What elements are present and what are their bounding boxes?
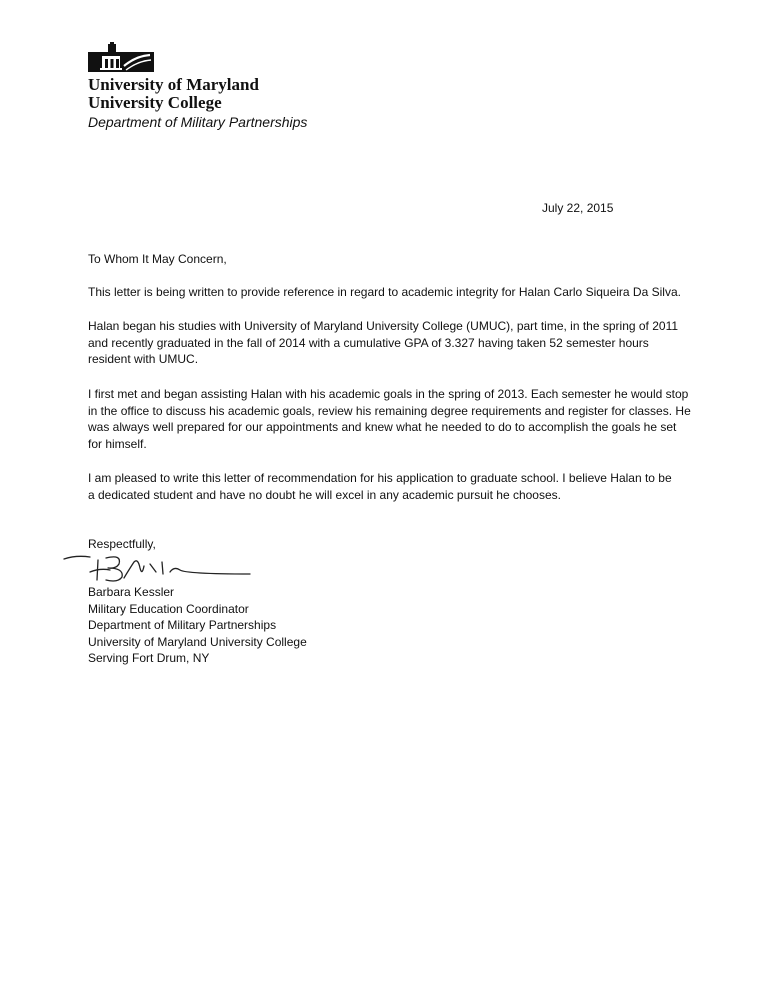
paragraph-line: resident with UMUC. <box>88 352 199 366</box>
paragraph-3 <box>88 386 728 452</box>
signature-block <box>88 584 307 667</box>
letter-date: July 22, 2015 <box>542 201 614 215</box>
paragraph-line: for himself. <box>88 436 147 451</box>
signer-name: Barbara Kessler <box>88 585 175 599</box>
paragraph-line: I am pleased to write this letter of recommendation for his application to graduate school. I believe Halan to be <box>88 471 672 485</box>
paragraph-line: and recently graduated in the fall of 2014 with a cumulative GPA of 3.327 having taken 52 semester hours <box>88 335 649 350</box>
signer-department: Department of Military Partnerships <box>88 618 277 632</box>
institution-name-line1: University of Maryland <box>88 75 259 94</box>
paragraph-4 <box>88 470 728 503</box>
closing: Respectfully, <box>88 537 156 551</box>
salutation: To Whom It May Concern, <box>88 252 227 266</box>
paragraph-line: a dedicated student and have no doubt he will excel in any academic pursuit he chooses. <box>88 487 561 502</box>
paragraph-line: This letter is being written to provide reference in regard to academic integrity for Halan Carlo Siqueira Da Silva. <box>88 285 681 299</box>
paragraph-line: was always well prepared for our appointments and knew what he needed to do to accomplish the goals he set <box>88 420 677 434</box>
signer-institution: University of Maryland University College <box>88 634 307 649</box>
paragraph-line: in the office to discuss his academic goals, review his remaining degree requirements and register for classes. He <box>88 403 691 418</box>
paragraph-line: Halan began his studies with University of Maryland University College (UMUC), part time, in the spring of 2011 <box>88 319 679 333</box>
letterhead <box>88 42 307 132</box>
signer-location: Serving Fort Drum, NY <box>88 651 210 665</box>
department-name: Department of Military Partnerships <box>88 114 308 130</box>
signer-title: Military Education Coordinator <box>88 601 249 616</box>
paragraph-line: I first met and began assisting Halan with his academic goals in the spring of 2013. Each semester he would stop <box>88 387 689 401</box>
institution-name-line2: University College <box>88 93 222 112</box>
paragraph-1 <box>88 284 728 301</box>
paragraph-2 <box>88 318 728 368</box>
handwritten-signature-icon <box>62 550 252 586</box>
umuc-building-logo-icon <box>88 42 154 74</box>
